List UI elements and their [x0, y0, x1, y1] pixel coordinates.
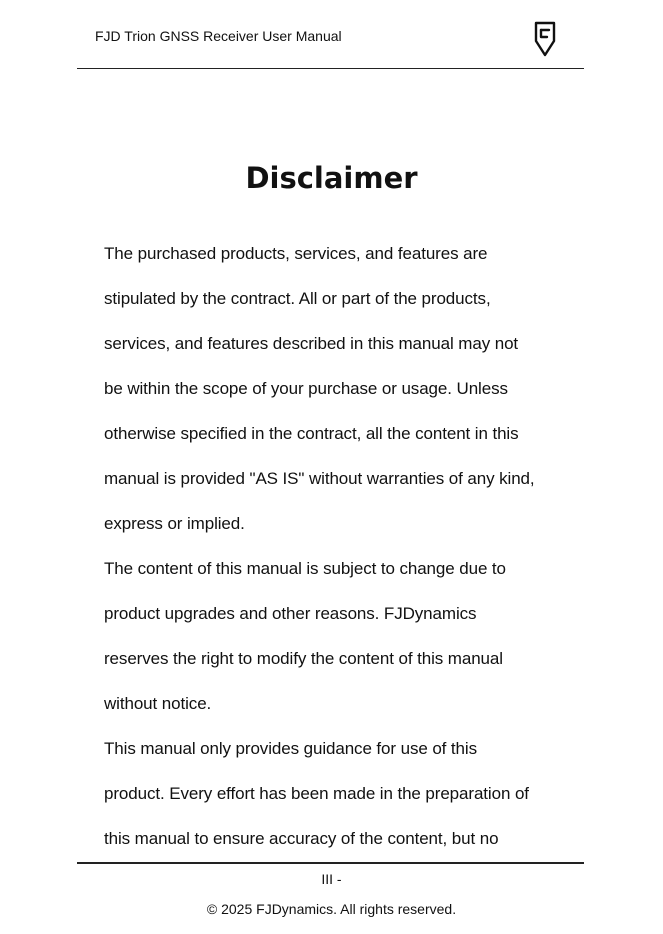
body-line: product. Every effort has been made in the preparation of [104, 784, 529, 803]
body-line: This manual only provides guidance for use of this [104, 739, 477, 758]
body-line: stipulated by the contract. All or part of the products, [104, 289, 491, 308]
header-divider [77, 68, 584, 69]
body-line: without notice. [104, 694, 212, 713]
body-line: The content of this manual is subject to change due to [104, 559, 506, 578]
header-title: FJD Trion GNSS Receiver User Manual [95, 28, 342, 44]
body-line: otherwise specified in the contract, all the content in this [104, 424, 519, 443]
body-line: be within the scope of your purchase or usage. Unless [104, 379, 508, 398]
body-line: The purchased products, services, and features are [104, 244, 488, 263]
body-line: express or implied. [104, 514, 245, 533]
disclaimer-body [104, 238, 604, 868]
copyright-notice: © 2025 FJDynamics. All rights reserved. [206, 901, 457, 917]
body-line: product upgrades and other reasons. FJDynamics [104, 604, 477, 623]
body-line: services, and features described in this manual may not [104, 334, 519, 353]
body-line: manual is provided "AS IS" without warranties of any kind, [104, 469, 535, 488]
page-number: III - [321, 871, 342, 887]
fjd-logo-icon [534, 20, 556, 58]
page-title: Disclaimer [245, 161, 418, 195]
body-line: reserves the right to modify the content of this manual [104, 649, 503, 668]
footer-divider [77, 862, 584, 864]
body-line: this manual to ensure accuracy of the content, but no [104, 829, 499, 848]
